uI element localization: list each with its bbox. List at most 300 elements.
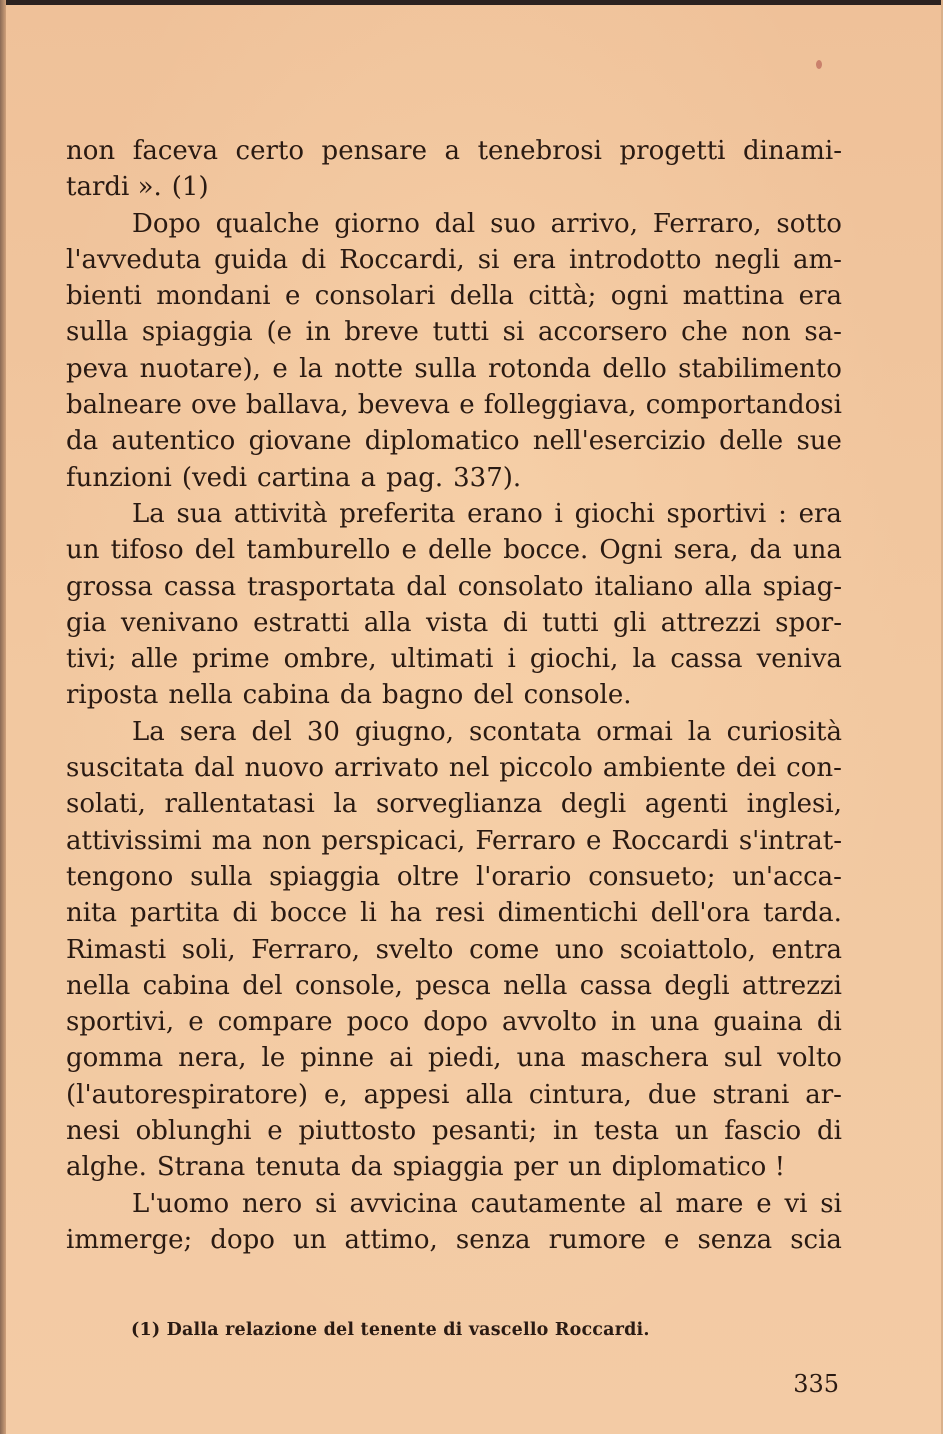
word: li [360,898,377,929]
word: agenti [644,789,728,820]
word: alla [465,1079,513,1110]
word: sera, [673,535,739,566]
paragraph [66,714,842,1186]
text-line [66,423,842,459]
word: : [778,498,787,529]
word: nella [66,970,131,1001]
word: tenebrosi [477,136,602,166]
word: accorsero [537,317,668,348]
word: piedi, [427,1043,502,1074]
word: Strana [156,1152,246,1183]
word: dopo [423,1007,488,1038]
word: dal [194,753,235,784]
word: spor- [775,607,842,638]
word: e [272,353,288,384]
word: curiosità [726,716,842,747]
word: nuotare), [139,353,261,384]
word: nita [66,898,118,929]
word: a [444,136,461,166]
word: comportandosi [645,390,842,421]
word: breve [344,317,419,348]
paragraph [66,496,842,714]
word: svelto [375,934,454,965]
word: di [502,607,528,638]
word: tengono [66,861,174,892]
text-line [66,932,842,968]
word: dal [406,571,447,602]
ink-spot [816,60,822,69]
word: alla [704,571,752,602]
word: progetti [619,136,726,166]
text-line [66,605,842,641]
word: autentico [111,426,236,457]
word: sulla [414,353,477,384]
word: certo [235,136,304,166]
word: un [66,535,100,566]
text-line [66,1222,842,1258]
word: attimo, [344,1224,438,1255]
word: dell'ora [650,898,751,929]
page-number: 335 [793,1370,839,1398]
word: mondani [156,281,271,312]
word: si [502,317,525,348]
word: piccolo [499,753,593,784]
text-line [66,1113,842,1149]
word: arrivato [333,753,439,784]
word: Ferraro, [251,934,360,965]
text-line [66,750,842,786]
word: giovane [248,426,352,457]
text-line [66,206,842,242]
word: del [251,716,292,747]
word: la [333,789,358,820]
word: era [798,281,842,312]
word: rotonda [487,353,592,384]
word: di [301,244,327,275]
word: ogni [610,281,669,312]
word: e [756,1188,772,1219]
word: in [611,1007,637,1038]
text-line [66,1186,842,1222]
word: bocce. [503,535,589,566]
word: pesca [415,970,491,1001]
word: si [314,1188,337,1219]
word: della [449,281,514,312]
word: sua [176,498,223,529]
word: bagno [382,680,464,711]
word: la [632,644,657,675]
word: giugno, [354,716,454,747]
word: bienti [66,281,142,312]
word: a [360,462,377,493]
word: e [188,1007,204,1038]
text-line [66,1149,842,1185]
text-line [66,714,842,750]
word: attrezzi [741,970,842,1001]
word: spiaggia [392,1152,504,1183]
word: di [232,898,258,929]
word: una [792,535,842,566]
text-line [66,278,842,314]
word: scia [790,1224,842,1255]
word: strani [712,1079,790,1110]
word: e, [323,1079,348,1110]
word: ar- [805,1079,842,1110]
word: delle [719,426,784,457]
word: pesanti; [432,1116,538,1147]
word: consolato [457,571,584,602]
word: suscitata [66,753,185,784]
word: e [401,535,417,566]
text-line [66,1077,842,1113]
word: entra [771,934,842,965]
word: mattina [682,281,785,312]
word: da [66,426,99,457]
word: era [798,498,842,529]
word: città; [528,281,597,312]
word: perspicaci, [321,825,466,856]
word: giochi [574,498,655,529]
word: Ferraro, [652,208,762,239]
word: console. [523,680,632,711]
word: venivano [120,607,239,638]
word: due [647,1079,697,1110]
word: erano [467,498,543,529]
word: non [741,317,791,348]
word: ha [389,898,423,929]
word: (1) [171,172,209,203]
word: oltre [396,861,460,892]
word: guaina [713,1007,803,1038]
page-top-edge [0,0,943,5]
word: poco [346,1007,410,1038]
word: le [261,1043,286,1074]
footnote: (1) Dalla relazione del tenente di vascello Roccardi. [131,1320,650,1340]
word: tutti [542,607,599,638]
word: dimentichi [497,898,638,929]
word: tamburello [246,535,391,566]
word: faceva [132,136,218,166]
word: un [292,1224,327,1255]
text-line [66,460,842,496]
word: negli [714,244,780,275]
word: alghe. [66,1152,147,1183]
word: in [553,1116,579,1147]
word: console, [294,970,403,1001]
text-line [66,351,842,387]
word: degli [664,970,730,1001]
word: di [816,1007,842,1038]
word: oblunghi [135,1116,252,1147]
text-line [66,532,842,568]
word: pag. [386,462,444,493]
word: l'orario [475,861,572,892]
word: delle [428,535,493,566]
word: degli [560,789,627,820]
word: riposta [66,680,159,711]
word: la [299,353,323,384]
word: pinne [300,1043,375,1074]
word: mare [675,1188,744,1219]
word: del [473,680,514,711]
word: italiano [594,571,694,602]
body-text [66,133,842,1258]
word: sa- [804,317,842,348]
word: stabilimento [678,353,842,384]
word: gli [613,607,647,638]
word: spiaggia [269,861,381,892]
word: non [66,136,116,166]
word: cassa [163,571,237,602]
word: 337). [453,462,522,493]
word: un'acca- [732,861,842,892]
text-line [66,641,842,677]
word: cassa [670,644,743,675]
word: inglesi, [746,789,842,820]
text-line [66,569,842,605]
word: avvolto [502,1007,597,1038]
word: dello [602,353,667,384]
word: (e [266,317,292,348]
word: grossa [66,571,153,602]
word: ma [211,825,252,856]
word: ombre, [283,644,377,675]
text-line [66,1004,842,1040]
word: come [469,934,540,965]
word: compare [217,1007,333,1038]
word: nell'esercizio [532,426,706,457]
word: peva [66,353,129,384]
word: vi [784,1188,808,1219]
word: l'avveduta [66,244,202,275]
word: resi [435,898,485,929]
word: cassa [579,970,652,1001]
word: tutti [432,317,489,348]
word: tenuta [255,1152,341,1183]
word: preferita [339,498,456,529]
word: sportivi, [66,1007,175,1038]
word: spiag- [762,571,842,602]
word: funzioni [66,462,172,493]
word: s'intrat- [738,825,842,856]
word: maschera [580,1043,709,1074]
word: testa [593,1116,660,1147]
word: dal [434,208,476,239]
word: un [674,1116,709,1147]
word: tardi ». [66,172,162,203]
word: vista [425,607,489,638]
text-line [66,242,842,278]
word: da [749,535,782,566]
word: sulla [190,861,253,892]
word: attrezzi [660,607,761,638]
word: sera [179,716,237,747]
word: ultimati [390,644,494,675]
word: balneare [66,390,182,421]
word: introdotto [568,244,702,275]
word: attività [233,498,328,529]
text-line [66,387,842,423]
word: al [638,1188,663,1219]
word: i [507,644,516,675]
word: spiaggia [141,317,253,348]
word: senza [455,1224,531,1255]
word: cintura, [528,1079,632,1110]
text-line [66,859,842,895]
word: in [305,317,331,348]
word: un [568,1152,602,1183]
word: da [339,680,373,711]
word: dei [735,753,777,784]
word: si [820,1188,842,1219]
word: nesi [66,1116,120,1147]
word: fascio [724,1116,802,1147]
word: appesi [363,1079,450,1110]
word: da [350,1152,383,1183]
word: Ogni [599,535,663,566]
text-line [66,133,842,169]
word: nuovo [244,753,325,784]
word: arrivo, [550,208,638,239]
word: consolari [314,281,436,312]
word: attivissimi [66,825,202,856]
text-line [66,677,842,713]
word: sul [723,1043,763,1074]
word: immerge; [66,1224,193,1255]
text-line [66,314,842,350]
word: rumore [548,1224,646,1255]
word: solati, [66,789,146,820]
word: Rimasti [66,934,167,965]
word: consueto; [588,861,716,892]
word: pensare [321,136,427,166]
word: e [459,390,475,421]
word: ai [389,1043,413,1074]
word: 30 [306,716,340,747]
word: alla [363,607,412,638]
word: nella [168,680,233,711]
word: alle [130,644,179,675]
word: tarda. [763,898,842,929]
word: nella [503,970,568,1001]
word: cabina [142,970,230,1001]
word: ormai [596,716,673,747]
word: la [687,716,712,747]
word: dinami- [743,136,842,166]
paragraph [66,133,842,206]
word: gia [66,607,107,638]
word: e [585,825,602,856]
word: L'uomo [132,1188,230,1219]
word: sotto [776,208,842,239]
text-line [66,895,842,931]
text-line [66,968,842,1004]
word: con- [786,753,842,784]
word: che [681,317,728,348]
word: piuttosto [298,1116,417,1147]
word: uno [554,934,605,965]
word: Roccardi [611,825,729,856]
word: e [267,1116,283,1147]
word: beveva [357,390,451,421]
word: scontata [469,716,582,747]
word: qualche [215,208,320,239]
text-line [66,1040,842,1076]
word: volto [777,1043,842,1074]
word: La [132,716,165,747]
word: diplomatico [364,426,520,457]
word: soli, [181,934,236,965]
word: giorno [334,208,420,239]
word: si [477,244,500,275]
word: nel [448,753,490,784]
word: gomma [66,1043,164,1074]
word: era [512,244,556,275]
word: i [554,498,563,529]
word: trasportata [247,571,396,602]
word: suo [490,208,536,239]
word: partita [130,898,220,929]
word: del [242,970,283,1001]
word: (vedi [181,462,248,493]
word: folleggiava, [483,390,637,421]
word: nero [241,1188,303,1219]
word: diplomatico ! [611,1152,786,1183]
word: ambiente [602,753,726,784]
word: (l'autorespiratore) [66,1079,309,1110]
word: del [194,535,236,566]
paragraph [66,1186,842,1259]
word: guida [214,244,289,275]
word: am- [793,244,842,275]
page-left-edge [0,0,6,1434]
word: sue [796,426,842,457]
word: avvicina [349,1188,458,1219]
word: veniva [756,644,842,675]
word: cartina [257,462,351,493]
word: tivi; [66,644,117,675]
word: per [513,1152,559,1183]
text-line [66,496,842,532]
word: rallentatasi [164,789,315,820]
paragraph [66,206,842,496]
word: e [284,281,301,312]
word: ove [191,390,237,421]
text-line [66,786,842,822]
word: cautamente [470,1188,626,1219]
word: notte [334,353,403,384]
word: La [132,498,165,529]
word: sulla [66,317,129,348]
word: prime [192,644,270,675]
word: bocce [270,898,348,929]
word: una [650,1007,700,1038]
word: senza [697,1224,773,1255]
word: nera, [178,1043,247,1074]
word: e [663,1224,680,1255]
text-line [66,169,842,205]
text-line [66,823,842,859]
word: Dopo [132,208,201,239]
word: Ferraro [475,825,576,856]
word: sorveglianza [375,789,543,820]
word: di [817,1116,842,1147]
word: giochi, [529,644,619,675]
word: ballava, [245,390,349,421]
word: estratti [253,607,350,638]
word: non [262,825,312,856]
word: una [516,1043,566,1074]
